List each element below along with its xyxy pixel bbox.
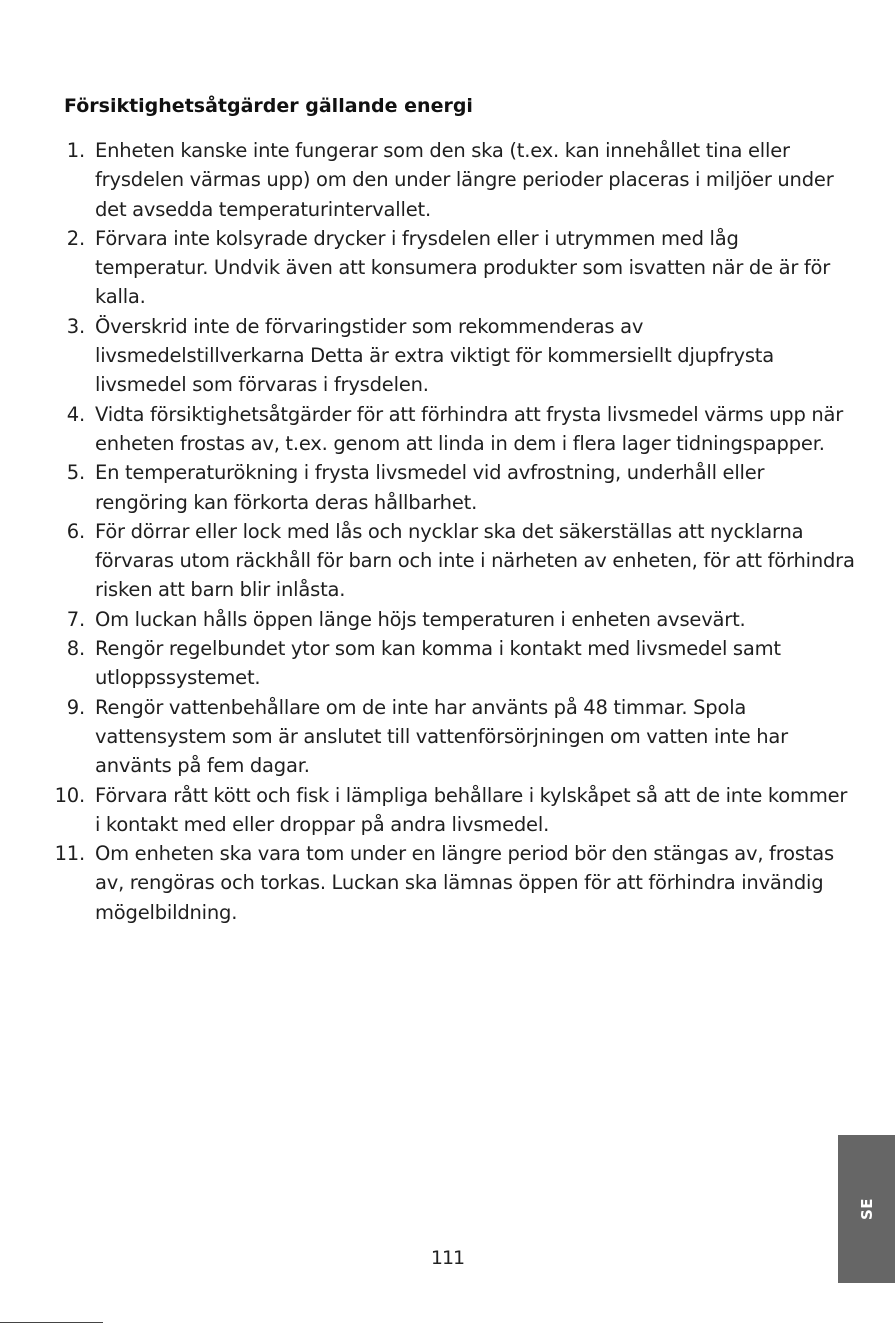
list-item-text: Rengör vattenbehållare om de inte har använts på 48 timmar. Spola vattensystem som är anslutet till vattenförsörjningen om vatten inte har använts på fem dagar.: [95, 695, 788, 778]
list-item: [0, 312, 895, 400]
list-item-number: 3.: [66, 314, 85, 338]
list-item-text: Rengör regelbundet ytor som kan komma i kontakt med livsmedel samt utloppssystemet.: [95, 637, 781, 690]
list-item-text: Förvara inte kolsyrade drycker i frysdelen eller i utrymmen med låg temperatur. Undvik även att konsumera produkter som isvatten när de är för kalla.: [95, 226, 831, 309]
page-number: 111: [430, 1247, 465, 1269]
list-item-text: För dörrar eller lock med lås och nycklar ska det säkerställas att nycklarna förvaras utom räckhåll för barn och inte i närheten av enheten, för att förhindra risken att barn blir inlåsta.: [95, 519, 855, 602]
list-item-text: Vidta försiktighetsåtgärder för att förhindra att frysta livsmedel värms upp när enheten frostas av, t.ex. genom att linda in dem i flera lager tidningspapper.: [95, 402, 844, 455]
list-item: [0, 400, 895, 459]
list-item: [0, 136, 895, 224]
list-item-text: Om luckan hålls öppen länge höjs temperaturen i enheten avsevärt.: [95, 607, 746, 631]
list-item-number: 10.: [54, 783, 85, 807]
precautions-list: [0, 136, 895, 927]
list-item-text: Förvara rått kött och fisk i lämpliga behållare i kylskåpet så att de inte kommer i kontakt med eller droppar på andra livsmedel.: [95, 783, 848, 836]
list-item-text: Om enheten ska vara tom under en längre period bör den stängas av, frostas av, rengöras och torkas. Luckan ska lämnas öppen för att förhindra invändig mögelbildning.: [95, 842, 834, 924]
list-item: [0, 839, 895, 927]
list-item: [0, 781, 895, 840]
list-item-text: Enheten kanske inte fungerar som den ska (t.ex. kan innehållet tina eller frysdelen värmas upp) om den under längre perioder placeras i miljöer under det avsedda temperaturintervallet.: [95, 139, 834, 221]
list-item: [0, 224, 895, 312]
list-item: [0, 634, 895, 693]
footer-divider: [0, 1322, 103, 1323]
list-item-number: 8.: [66, 637, 85, 661]
list-item-number: 4.: [66, 402, 85, 426]
list-item-number: 9.: [66, 695, 85, 719]
section-heading: Försiktighetsåtgärder gällande energi: [64, 95, 473, 117]
list-item: [0, 693, 895, 781]
list-item-number: 5.: [66, 461, 85, 485]
list-item: [0, 458, 895, 517]
list-item-number: 11.: [54, 842, 85, 866]
list-item-number: 6.: [66, 519, 85, 543]
list-item-number: 7.: [66, 607, 85, 631]
list-item-number: 2.: [66, 226, 85, 250]
language-tab: [838, 1135, 895, 1283]
list-item: [0, 517, 895, 605]
list-item-text: Överskrid inte de förvaringstider som rekommenderas av livsmedelstillverkarna Detta är extra viktigt för kommersiellt djupfrysta livsmedel som förvaras i frysdelen.: [95, 314, 774, 397]
list-item-text: En temperaturökning i frysta livsmedel vid avfrostning, underhåll eller rengöring kan förkorta deras hållbarhet.: [95, 461, 765, 514]
list-item: [0, 605, 895, 634]
language-tab-label: SE: [857, 1197, 876, 1221]
list-item-number: 1.: [66, 139, 85, 162]
